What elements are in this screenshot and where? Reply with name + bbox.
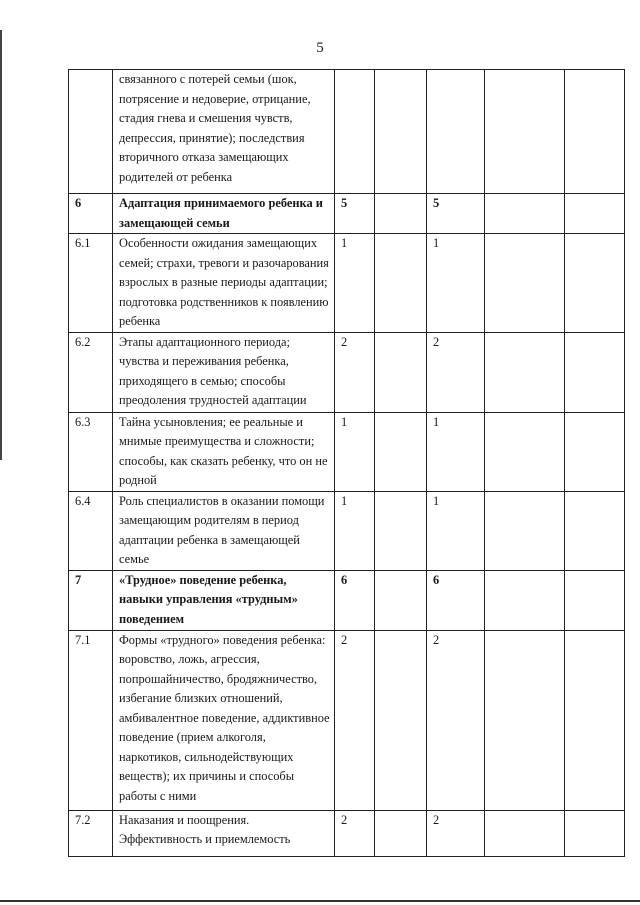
hours-practice-cell: 2 [427,810,485,856]
table-row [69,491,625,570]
hours-extra-cell [485,332,565,412]
hours-total-cell: 6 [335,570,375,630]
scan-left-edge [0,30,2,460]
table-row [69,412,625,491]
hours-practice-cell: 1 [427,491,485,570]
hours-extra-cell [485,491,565,570]
control-form-cell [565,332,625,412]
control-form-cell [565,412,625,491]
hours-total-cell: 2 [335,630,375,810]
row-number-cell: 6.3 [69,412,113,491]
hours-practice-cell: 1 [427,234,485,333]
hours-extra-cell [485,194,565,234]
topic-cell: Особенности ожидания замещающих семей; страхи, тревоги и разочарования взрослых в разные периоды адаптации; подготовка родственников к появлению ребенка [113,234,335,333]
curriculum-table [68,69,625,857]
row-number-cell: 6.1 [69,234,113,333]
row-number-cell: 7.2 [69,810,113,856]
table-row [69,570,625,630]
hours-practice-cell [427,70,485,194]
control-form-cell [565,630,625,810]
control-form-cell [565,810,625,856]
hours-total-cell: 2 [335,332,375,412]
hours-total-cell: 2 [335,810,375,856]
control-form-cell [565,194,625,234]
table-row [69,234,625,333]
hours-extra-cell [485,570,565,630]
row-number-cell: 7.1 [69,630,113,810]
topic-cell: Тайна усыновления; ее реальные и мнимые преимущества и сложности; способы, как сказать ребенку, что он не родной [113,412,335,491]
row-number-cell: 6.4 [69,491,113,570]
hours-lecture-cell [375,630,427,810]
hours-total-cell: 1 [335,412,375,491]
hours-practice-cell: 1 [427,412,485,491]
hours-extra-cell [485,810,565,856]
hours-extra-cell [485,234,565,333]
topic-cell: «Трудное» поведение ребенка, навыки управления «трудным» поведением [113,570,335,630]
row-number-cell: 7 [69,570,113,630]
hours-total-cell: 1 [335,234,375,333]
hours-extra-cell [485,412,565,491]
row-number-cell [69,70,113,194]
hours-lecture-cell [375,570,427,630]
hours-extra-cell [485,630,565,810]
hours-practice-cell: 2 [427,332,485,412]
row-number-cell: 6 [69,194,113,234]
scan-bottom-edge [0,900,640,902]
hours-practice-cell: 2 [427,630,485,810]
control-form-cell [565,491,625,570]
topic-cell: Роль специалистов в оказании помощи замещающим родителям в период адаптации ребенка в замещающей семье [113,491,335,570]
row-number-cell: 6.2 [69,332,113,412]
hours-practice-cell: 6 [427,570,485,630]
topic-cell: Наказания и поощрения. Эффективность и приемлемость [113,810,335,856]
control-form-cell [565,70,625,194]
table-body [69,70,625,857]
topic-cell: Формы «трудного» поведения ребенка: воровство, ложь, агрессия, попрошайничество, бродяжничество, избегание близких отношений, амбивалентное поведение, аддиктивное поведение (прием алкоголя, наркотиков, сильнодействующих веществ); их причины и способы работы с ними [113,630,335,810]
hours-total-cell: 5 [335,194,375,234]
topic-cell: Адаптация принимаемого ребенка и замещающей семьи [113,194,335,234]
hours-lecture-cell [375,234,427,333]
hours-lecture-cell [375,332,427,412]
hours-lecture-cell [375,70,427,194]
hours-total-cell: 1 [335,491,375,570]
control-form-cell [565,570,625,630]
hours-total-cell [335,70,375,194]
hours-practice-cell: 5 [427,194,485,234]
table-row [69,332,625,412]
table-row [69,194,625,234]
topic-cell: связанного с потерей семьи (шок, потрясение и недоверие, отрицание, стадия гнева и смешения чувств, депрессия, принятие); последствия вторичного отказа замещающих родителей от ребенка [113,70,335,194]
topic-cell: Этапы адаптационного периода; чувства и переживания ребенка, приходящего в семью; способы преодоления трудностей адаптации [113,332,335,412]
hours-lecture-cell [375,412,427,491]
hours-lecture-cell [375,491,427,570]
page-number: 5 [316,40,324,56]
table-row [69,70,625,194]
hours-extra-cell [485,70,565,194]
control-form-cell [565,234,625,333]
hours-lecture-cell [375,194,427,234]
table-row [69,810,625,856]
hours-lecture-cell [375,810,427,856]
table-row [69,630,625,810]
